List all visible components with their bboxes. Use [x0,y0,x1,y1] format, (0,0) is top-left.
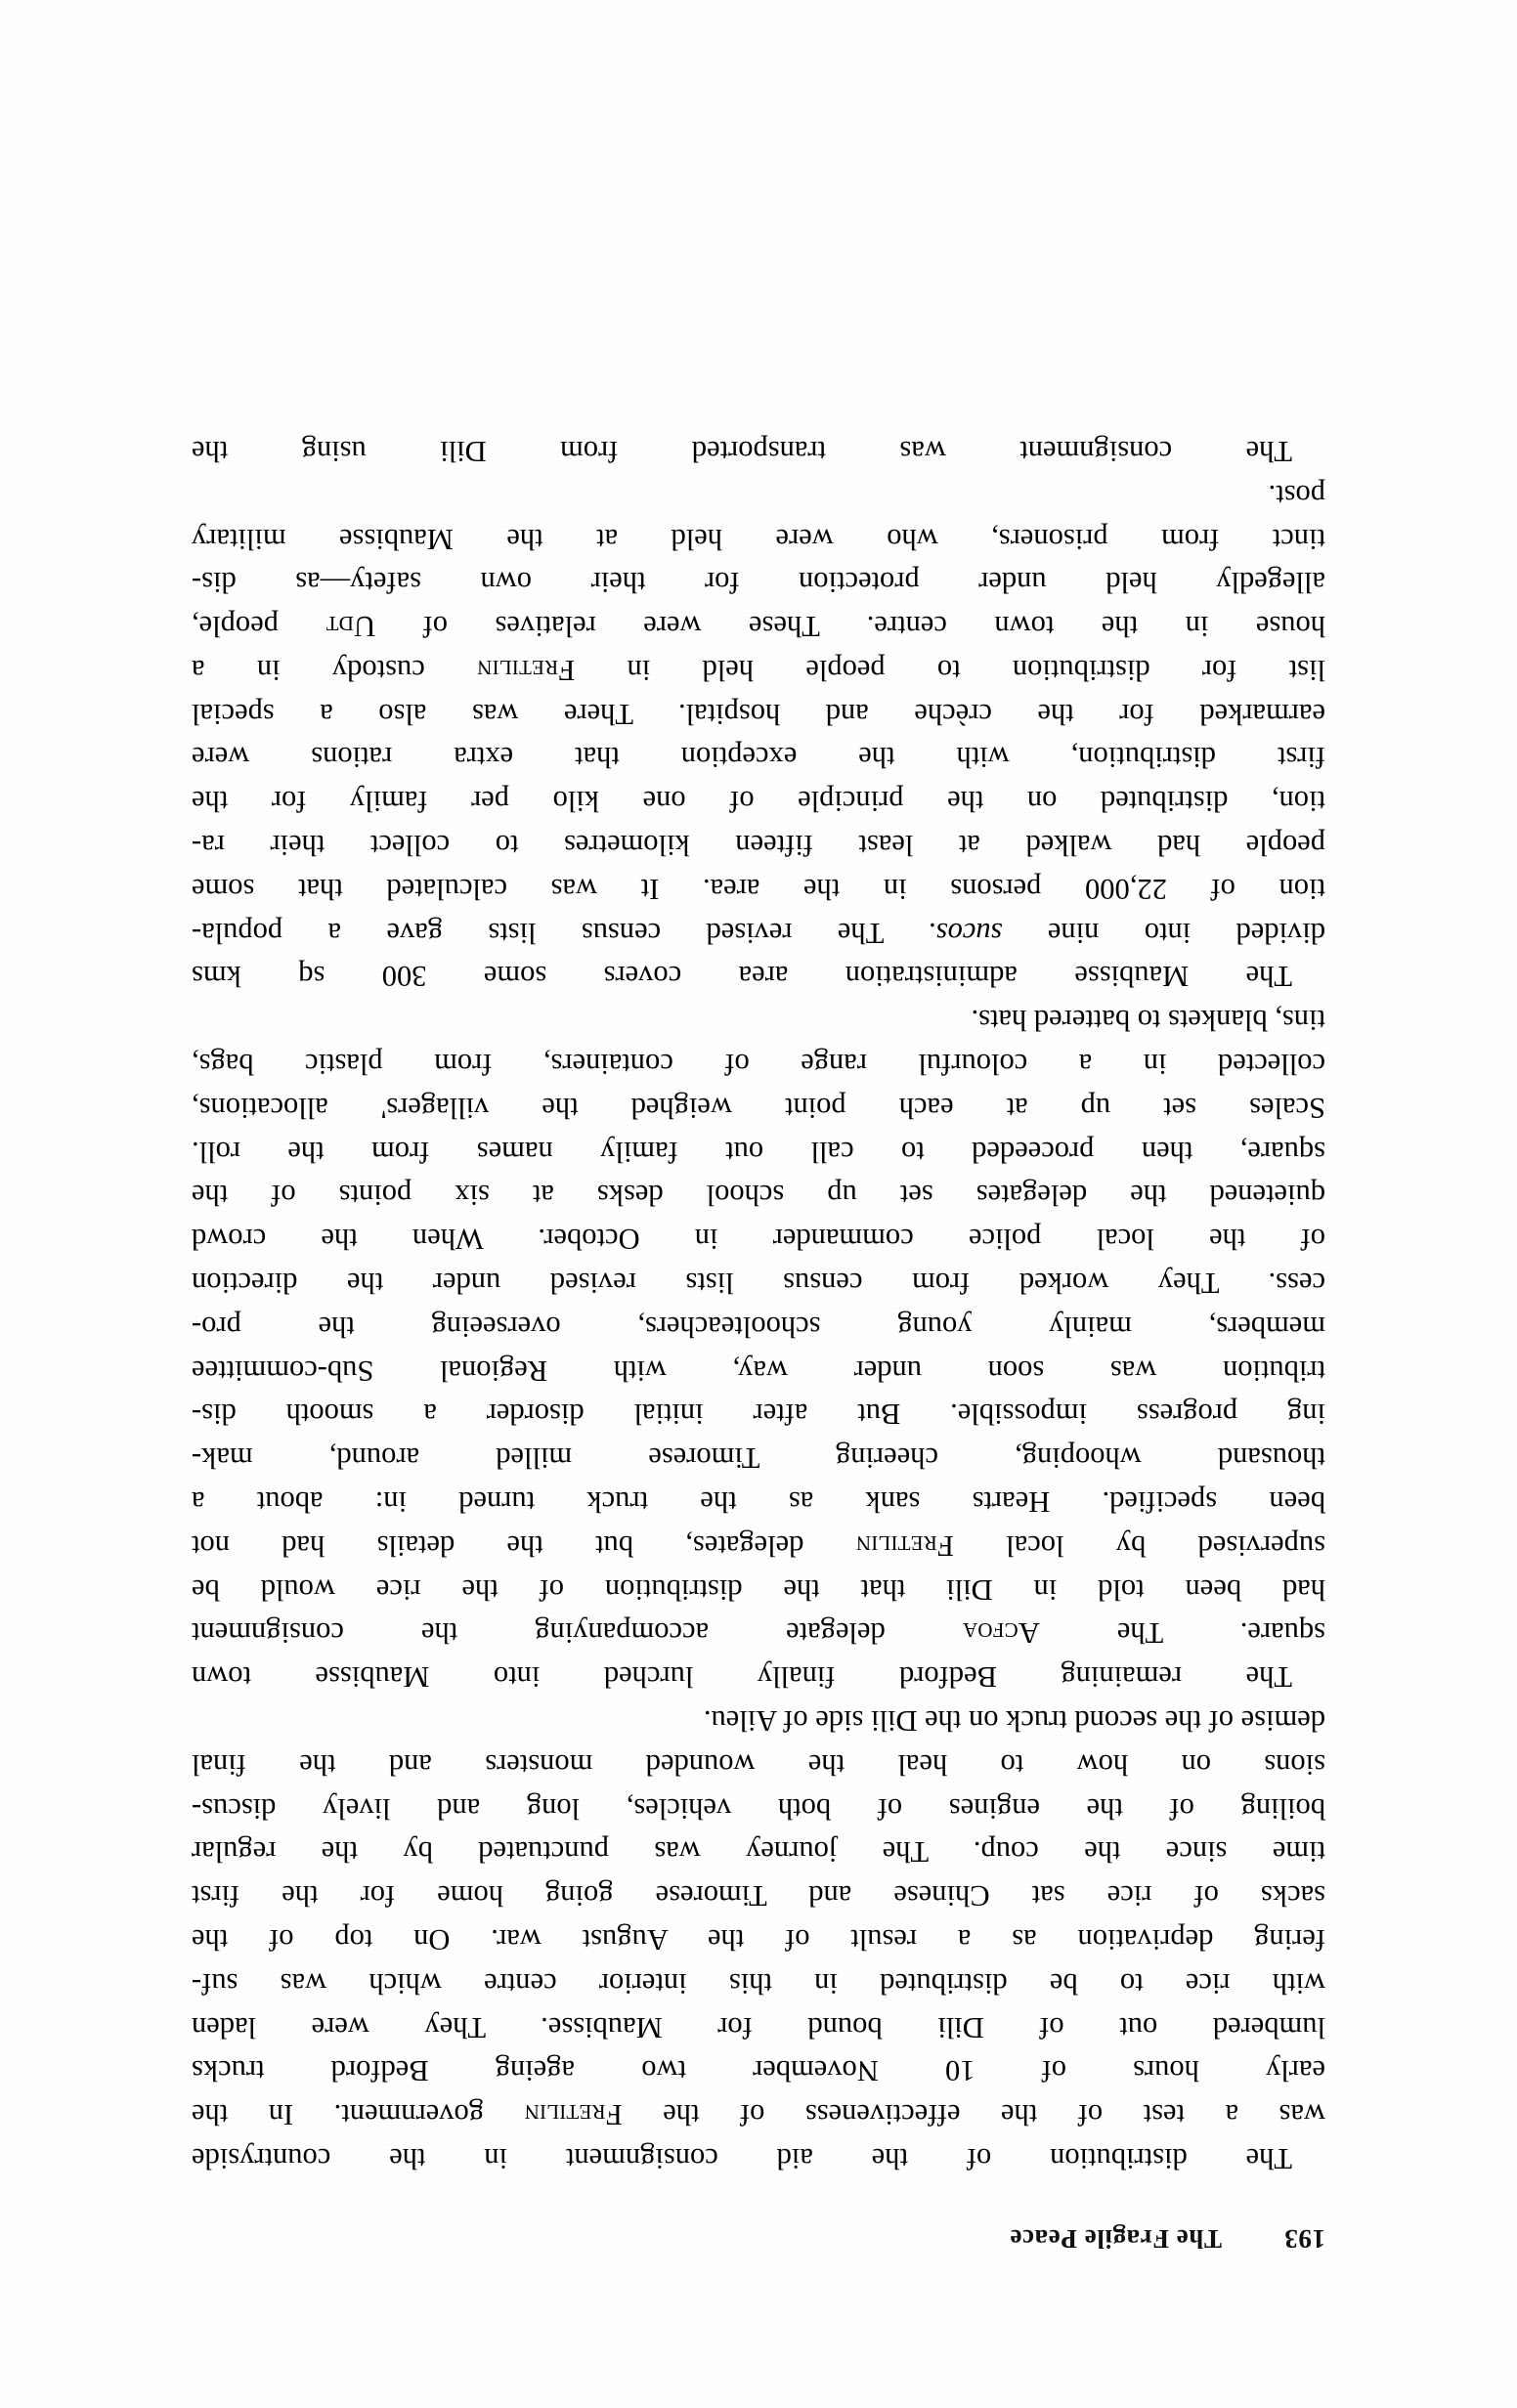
text-line: quietened the delegates set up school desks at six points of the [192,1179,1325,1213]
text-line: ing progress impossible. But after initial disorder a smooth dis- [192,1398,1325,1432]
text-line: early hours of 10 November two ageing Bedford trucks [192,2054,1325,2088]
text-line: tion, distributed on the principle of one kilo per family for the [192,785,1325,819]
text-line: square. The Acfoa delegate accompanying the consignment [192,1616,1325,1651]
small-caps-udt: Udt [325,610,376,644]
text-line: boiling of the engines of both vehicles, long and lively discus- [192,1791,1325,1826]
italic-sucos: sucos [935,916,1003,950]
text-line: allegedly held under protection for their own safety—as dis- [192,566,1325,600]
page-number: 193 [1283,2224,1325,2254]
page-text-block [192,429,1325,2254]
text-line: post. [1268,478,1325,512]
text-line: The Maubisse administration area covers some 300 sq kms [192,960,1292,994]
text-line: The distribution of the aid consignment in the countryside [192,2142,1292,2175]
small-caps-fretilin: Fretilin [855,1528,954,1563]
text-line: tins, blankets to battered hats. [971,1004,1325,1038]
text-line: fering deprivation as a result of the August war. On top of the [192,1923,1325,1957]
text-line: was a test of the effectiveness of the Fretilin government. In the [192,2098,1325,2132]
text-line: of the local police commander in October. When the crowd [192,1223,1325,1257]
text-line: collected in a colourful range of containers, from plastic bags, [192,1048,1325,1082]
text-line: been specified. Hearts sank as the truck turned in: about a [192,1485,1325,1520]
text-line: time since the coup. The journey was punctuated by the regular [192,1835,1325,1870]
paragraph-3 [192,473,1325,999]
text-line: members, mainly young schoolteachers, overseeing the pro- [192,1310,1325,1344]
text-line: supervised by local Fretilin delegates, but the details had not [192,1528,1325,1563]
text-line: thousand whooping, cheering Timorese milled around, mak- [192,1441,1325,1476]
text-line: tinct from prisoners, who were held at the Maubisse military [192,522,1325,556]
text-line: demise of the second truck on the Dili side of Aileu. [703,1704,1325,1739]
text-line: The remaining Bedford finally lurched into Maubisse town [192,1660,1292,1695]
text-line: tion of 22,000 persons in the area. It was calculated that some [192,872,1325,906]
paragraph-1 [192,1698,1325,2180]
text-line: lumbered out of Dili bound for Maubisse. They were laden [192,2010,1325,2044]
text-line: square, then proceeded to call out family names from the roll. [192,1135,1325,1169]
paragraph-4 [192,429,1325,473]
text-line: sacks of rice sat Chinese and Timorese going home for the first [192,1879,1325,1914]
small-caps-fretilin: Fretilin [524,2098,623,2132]
paragraph-2 [192,998,1325,1698]
text-line: with rice to be distributed in this interior centre which was suf- [192,1966,1325,2000]
text-line: house in the town centre. These were relatives of Udt people, [192,610,1325,644]
text-line: had been told in Dili that the distribution of the rice would be [192,1572,1325,1607]
text-line: The consignment was transported from Dili using the [192,434,1292,468]
text-line: list for distribution to people held in Fretilin custody in a [192,653,1325,687]
book-title: The Fragile Peace [1009,2224,1222,2254]
running-head [192,2223,1325,2254]
text-line: people had walked at least fifteen kilometres to collect their ra- [192,829,1325,863]
text-line: tribution was soon under way, with Regional Sub-committee [192,1354,1325,1388]
text-line: Scales set up at each point weighed the villagers' allocations, [192,1091,1325,1125]
text-line: sions on how to heal the wounded monsters and the final [192,1747,1325,1782]
small-caps-acfoa: Acfoa [962,1616,1040,1651]
text-line: first distribution, with the exception that extra rations were [192,741,1325,775]
text-line: cess. They worked from census lists revised under the direction [192,1267,1325,1301]
text-line: earmarked for the crèche and hospital. There was also a special [192,697,1325,731]
text-line: divided into nine sucos. The revised census lists gave a popula- [192,916,1325,950]
small-caps-fretilin: Fretilin [477,653,576,687]
